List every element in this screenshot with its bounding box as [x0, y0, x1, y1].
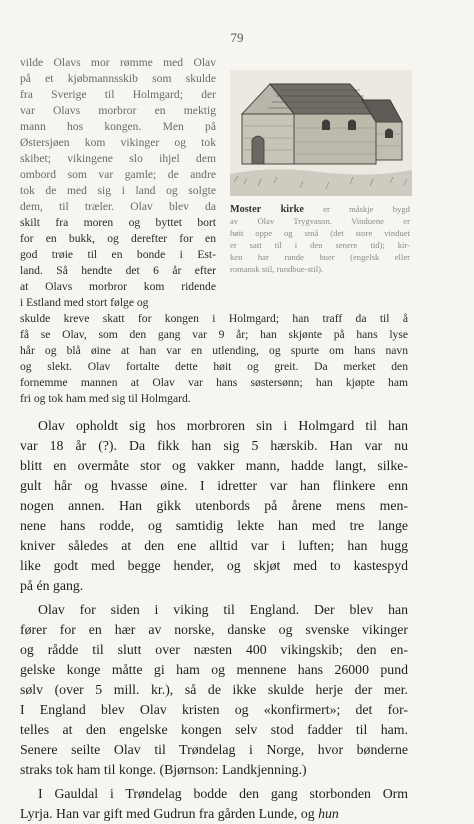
text-line: Senere seilte Olav til Trøndelag i Norge, hvor bønderne [20, 742, 408, 757]
figure-caption-line: Moster kirke er måskje bygd [230, 204, 410, 215]
figure-caption-line: romansk stil, rundbue-stil). [230, 264, 324, 274]
text-line: var 18 år (?). Da fikk han sig 5 hærskib. Han var nu [20, 438, 408, 453]
text-line: nene hans rodde, og samtidig lekte han med tre lange [20, 518, 408, 533]
text-line: skulde kreve skatt for kongen i Holmgard; han traff da til å [20, 312, 408, 325]
text-italic-word: hun [318, 806, 339, 821]
text-line: skilt fra moren og byttet bort [20, 216, 216, 229]
text-line: blitt en overmåte stor og vakker mann, hadde langt, silke- [20, 458, 408, 473]
text-line: skibet; vikingene slo ihjel dem [20, 152, 216, 165]
text-line: telles at den engelske kongen selv stod fadder til ham. [20, 722, 408, 737]
text-line: Lyrja. Han var gift med Gudrun fra gården Lunde, og hun [20, 806, 339, 821]
figure-caption-title: Moster kirke [230, 204, 304, 215]
text-line: Olav opholdt sig hos morbroren sin i Holmgard til han [38, 418, 408, 433]
text-line: I England blev Olav kristen og «konfirmert»; det for- [20, 702, 408, 717]
text-line: for en bukk, og derefter for en [20, 232, 216, 245]
text-line: kniver således at den ene alltid var i luften; han hugg [20, 538, 408, 553]
text-line: vilde Olavs mor rømme med Olav [20, 56, 216, 69]
page-number: 79 [230, 30, 244, 45]
text-line: få se Olav, som den gang var 9 år; han skjønte på hans lyse [20, 328, 408, 341]
text-line: hår og blå øine at han var en utlending, og spurte om hans navn [20, 344, 408, 357]
text-line: fører for en hær av norske, danske og svenske vikinger [20, 622, 408, 637]
text-line: tok de med sig i land og solgte [20, 184, 216, 197]
text-line: gult hår og hvasse øine. I idretter var han flinkere enn [20, 478, 408, 493]
text-line: at Olavs morbror kom ridende [20, 280, 216, 293]
text-line: dem, til træler. Olav blev da [20, 200, 216, 213]
text-line: på et kjøbmannsskib som skulde [20, 72, 216, 85]
text-line: god trøie til en bonde i Est- [20, 248, 216, 261]
text-line: like godt med begge hender, og skjøt med to kastespyd [20, 558, 408, 573]
figure-caption-line: av Olav Trygvason. Vinduene er [230, 216, 410, 226]
text-line: nogen annen. Han gikk utenbords på årene mens men- [20, 498, 408, 513]
text-line: Østersjøen kom vikinger og tok [20, 136, 216, 149]
figure-caption-line: høit oppe og små (det store vinduet [230, 228, 410, 238]
text-line: fornemme mannen at Olav var hans søstersønn; han kjøpte ham [20, 376, 408, 389]
text-line: og rådde til slutt over næsten 400 vikingskib; den en- [20, 642, 408, 657]
text-line: mann hos kongen. Men på [20, 120, 216, 133]
text-line: land. Så hendte det 6 år efter [20, 264, 216, 277]
text-line: var Olavs morbror en mektig [20, 104, 216, 117]
text-line: I Gauldal i Trøndelag bodde den gang storbonden Orm [38, 786, 408, 801]
text-line: gelske konge måtte gi ham og mennene hans 26000 pund [20, 662, 408, 677]
text-line: fri og tok ham med sig til Holmgard. [20, 392, 191, 405]
text-line: på én gang. [20, 578, 84, 593]
text-line: sølv (over 5 mill. kr.), så de ikke skulde herje der mer. [20, 682, 408, 697]
text-line: straks tok ham til konge. (Bjørnson: Landkjenning.) [20, 762, 307, 777]
figure-caption-line: er satt til i den senere tid); kir- [230, 240, 410, 250]
text-line: og slekt. Olav fortalte dette høit og greit. Da merket den [20, 360, 408, 373]
text-line: Olav for siden i viking til England. Der blev han [38, 602, 408, 617]
text-line: fra Sverige til Holmgard; der [20, 88, 216, 101]
text-line: ombord som var gamle; de andre [20, 168, 216, 181]
church-illustration [230, 70, 412, 196]
figure-caption-line: ken har runde buer (engelsk eller [230, 252, 410, 262]
text-line: i Estland med stort følge og [20, 296, 149, 309]
